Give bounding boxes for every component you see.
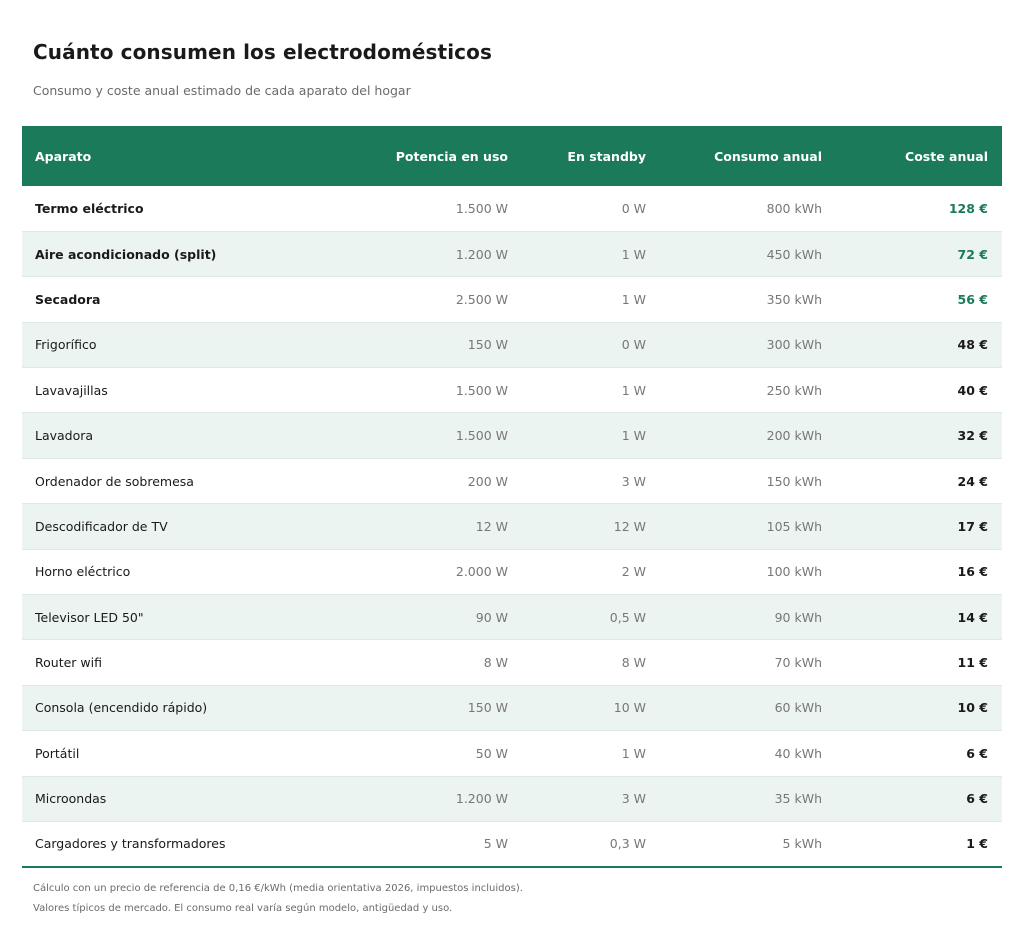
cell-standby: 1 W — [621, 291, 646, 307]
cell-potencia: 1.200 W — [455, 246, 508, 262]
cell-potencia: 8 W — [483, 655, 508, 671]
cell-aparato: Frigorífico — [35, 337, 97, 353]
table-row — [22, 731, 1002, 776]
cell-potencia: 1.500 W — [455, 428, 508, 444]
cell-potencia: 90 W — [475, 609, 508, 625]
table-row — [22, 776, 1002, 821]
footnote-price: Cálculo con un precio de referencia de 0,16 €/kWh (media orientativa 2026, impuestos incluidos). — [33, 883, 523, 894]
cell-consumo: 60 kWh — [774, 700, 822, 716]
cell-consumo: 100 kWh — [766, 564, 822, 580]
cell-aparato: Televisor LED 50" — [35, 609, 144, 625]
cell-consumo: 300 kWh — [766, 337, 822, 353]
cell-potencia: 5 W — [483, 836, 508, 852]
cell-consumo: 150 kWh — [766, 473, 822, 489]
table-row — [22, 368, 1002, 413]
cell-aparato: Secadora — [35, 291, 101, 307]
cell-aparato: Router wifi — [35, 655, 102, 671]
column-header-aparato: Aparato — [35, 148, 92, 164]
cell-standby: 12 W — [613, 518, 646, 534]
cell-aparato: Aire acondicionado (split) — [35, 246, 217, 262]
cell-standby: 1 W — [621, 428, 646, 444]
cell-potencia: 1.200 W — [455, 791, 508, 807]
cell-standby: 2 W — [621, 564, 646, 580]
cell-standby: 3 W — [621, 791, 646, 807]
cell-coste: 40 € — [957, 382, 988, 398]
table-header — [22, 126, 1002, 186]
cell-standby: 0,3 W — [609, 836, 646, 852]
cell-coste: 11 € — [957, 655, 988, 671]
cell-coste: 32 € — [957, 428, 988, 444]
cell-potencia: 200 W — [467, 473, 508, 489]
cell-aparato: Consola (encendido rápido) — [35, 700, 208, 716]
cell-aparato: Lavadora — [35, 428, 94, 444]
cell-coste: 17 € — [957, 518, 988, 534]
page-subtitle: Consumo y coste anual estimado de cada aparato del hogar — [33, 83, 411, 98]
header-row — [22, 126, 1002, 186]
cell-potencia: 150 W — [467, 337, 508, 353]
cell-consumo: 200 kWh — [766, 428, 822, 444]
table-row — [22, 186, 1002, 231]
cell-aparato: Microondas — [35, 791, 107, 807]
table-body — [22, 186, 1002, 867]
table-row — [22, 821, 1002, 866]
cell-aparato: Portátil — [35, 745, 80, 761]
cell-coste: 56 € — [957, 291, 988, 307]
cell-consumo: 800 kWh — [766, 200, 822, 216]
table-row — [22, 685, 1002, 730]
cell-standby: 0,5 W — [609, 609, 646, 625]
cell-consumo: 105 kWh — [766, 518, 822, 534]
cell-standby: 10 W — [613, 700, 646, 716]
cell-coste: 1 € — [966, 836, 988, 852]
page-title: Cuánto consumen los electrodomésticos — [33, 40, 492, 64]
cell-standby: 1 W — [621, 382, 646, 398]
column-header-coste: Coste anual — [905, 148, 988, 164]
cell-coste: 128 € — [948, 200, 988, 216]
cell-consumo: 250 kWh — [766, 382, 822, 398]
cell-potencia: 50 W — [475, 745, 508, 761]
cell-consumo: 90 kWh — [774, 609, 822, 625]
cell-aparato: Ordenador de sobremesa — [35, 473, 194, 489]
cell-consumo: 450 kWh — [766, 246, 822, 262]
cell-potencia: 2.000 W — [455, 564, 508, 580]
cell-aparato: Lavavajillas — [35, 382, 108, 398]
cell-aparato: Cargadores y transformadores — [35, 836, 226, 852]
cell-standby: 1 W — [621, 745, 646, 761]
cell-standby: 0 W — [621, 337, 646, 353]
cell-aparato: Termo eléctrico — [35, 200, 144, 216]
cell-coste: 14 € — [957, 609, 988, 625]
table-row — [22, 504, 1002, 549]
column-header-consumo: Consumo anual — [714, 148, 822, 164]
cell-standby: 3 W — [621, 473, 646, 489]
table-row — [22, 277, 1002, 322]
table-row — [22, 458, 1002, 503]
column-header-potencia: Potencia en uso — [395, 148, 508, 164]
cell-coste: 72 € — [957, 246, 988, 262]
cell-consumo: 35 kWh — [774, 791, 822, 807]
cell-consumo: 350 kWh — [766, 291, 822, 307]
cell-coste: 24 € — [957, 473, 988, 489]
cell-consumo: 70 kWh — [774, 655, 822, 671]
cell-potencia: 1.500 W — [455, 382, 508, 398]
cell-standby: 8 W — [621, 655, 646, 671]
table-row — [22, 231, 1002, 276]
table-row — [22, 595, 1002, 640]
table-row — [22, 322, 1002, 367]
cell-potencia: 12 W — [475, 518, 508, 534]
table-row — [22, 413, 1002, 458]
cell-standby: 1 W — [621, 246, 646, 262]
cell-potencia: 2.500 W — [455, 291, 508, 307]
cell-aparato: Horno eléctrico — [35, 564, 131, 580]
cell-coste: 6 € — [966, 745, 988, 761]
cell-potencia: 1.500 W — [455, 200, 508, 216]
cell-consumo: 5 kWh — [782, 836, 822, 852]
cell-aparato: Descodificador de TV — [35, 518, 168, 534]
footnote-disclaimer: Valores típicos de mercado. El consumo real varía según modelo, antigüedad y uso. — [33, 903, 453, 914]
cell-potencia: 150 W — [467, 700, 508, 716]
cell-coste: 6 € — [966, 791, 988, 807]
table-row — [22, 549, 1002, 594]
cell-standby: 0 W — [621, 200, 646, 216]
cell-coste: 48 € — [957, 337, 988, 353]
column-header-standby: En standby — [567, 148, 646, 164]
cell-consumo: 40 kWh — [774, 745, 822, 761]
appliance-table — [22, 126, 1002, 868]
table-row — [22, 640, 1002, 685]
cell-coste: 16 € — [957, 564, 988, 580]
cell-coste: 10 € — [957, 700, 988, 716]
